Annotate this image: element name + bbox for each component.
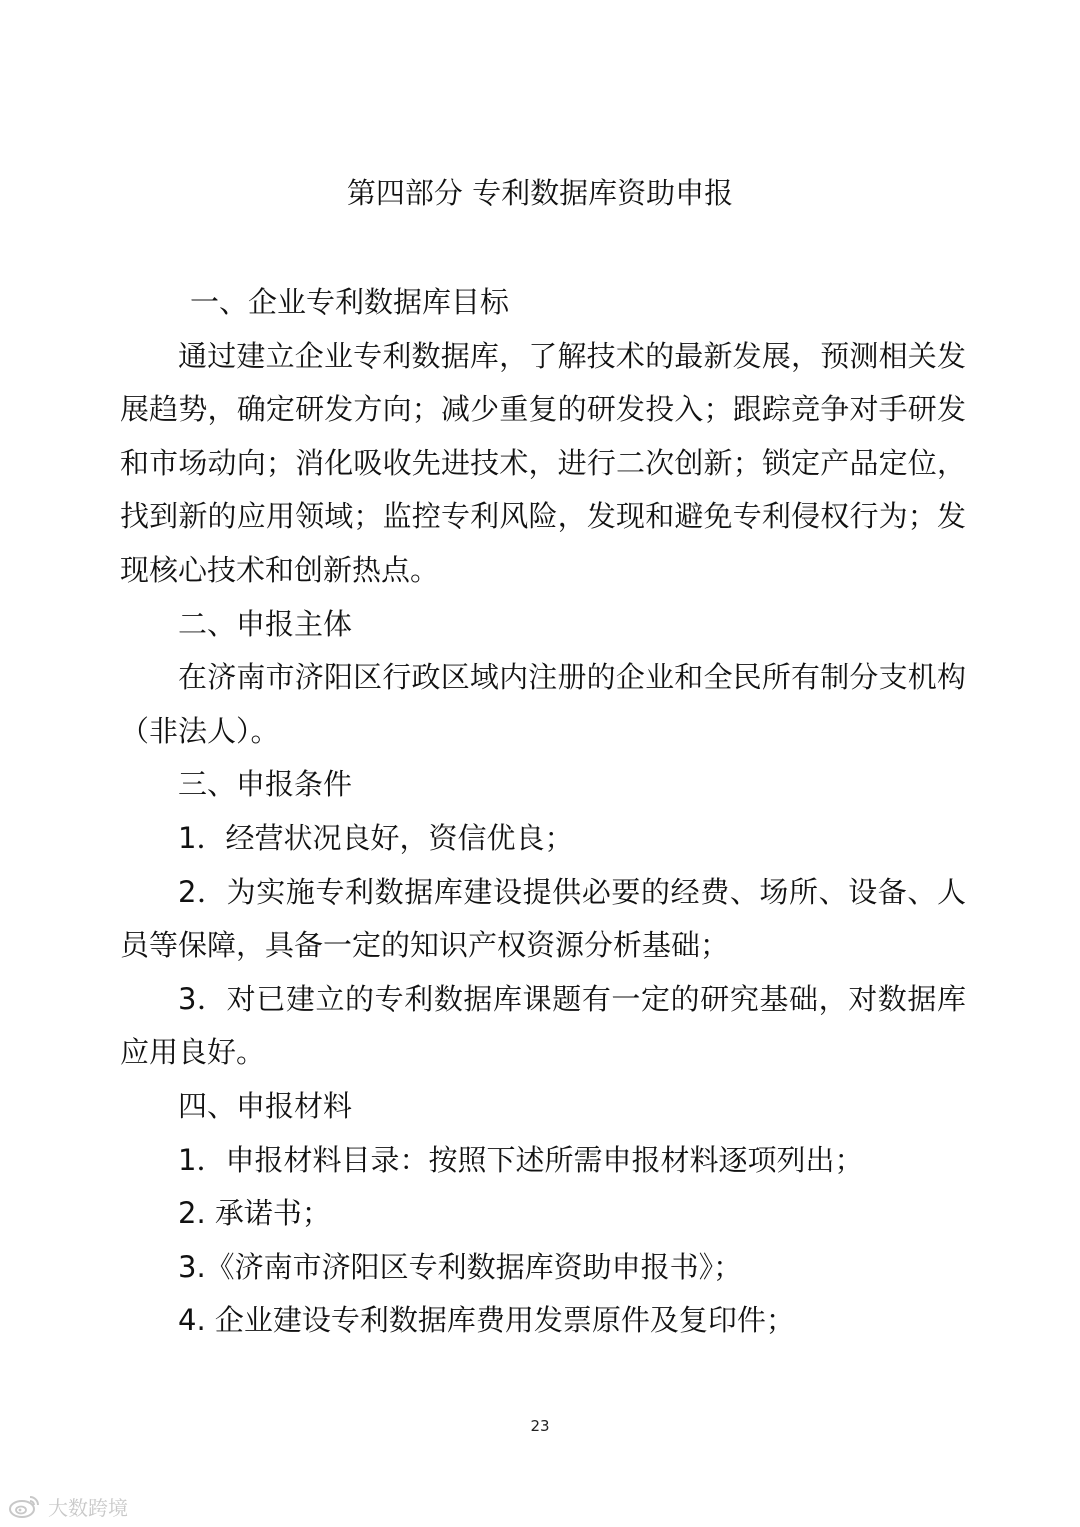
- watermark-text: 大数跨境: [48, 1495, 128, 1520]
- material-item-1: 1．申报材料目录：按照下述所需申报材料逐项列出；: [178, 1142, 864, 1177]
- paragraph-applicant: 在济南市济阳区行政区域内注册的企业和全民所有制分支机构（非法人）。: [120, 660, 966, 748]
- weibo-logo-icon: [8, 1493, 42, 1519]
- section-heading-2: 二、申报主体: [178, 606, 353, 641]
- material-item-4: 4. 企业建设专利数据库费用发票原件及复印件；: [178, 1303, 795, 1338]
- page-number: 23: [530, 1417, 550, 1435]
- material-item-3: 3.《济南市济阳区专利数据库资助申报书》；: [178, 1249, 743, 1284]
- section-heading-4: 四、申报材料: [178, 1088, 353, 1123]
- section-heading-1: 一、企业专利数据库目标: [190, 285, 510, 319]
- condition-item-3: 3．对已建立的专利数据库课题有一定的研究基础，对数据库应用良好。: [120, 981, 966, 1070]
- material-item-2: 2. 承诺书；: [178, 1196, 331, 1231]
- page-title: 第四部分 专利数据库资助申报: [346, 176, 734, 210]
- paragraph-objectives: 通过建立企业专利数据库，了解技术的最新发展，预测相关发展趋势，确定研发方向；减少重复的研发投入；跟踪竞争对手研发和市场动向；消化吸收先进技术，进行二次创新；锁定产品定位，找到新的应用领域；监控专利风险，发现和避免专利侵权行为；发现核心技术和创新热点。: [120, 338, 966, 587]
- condition-item-1: 1．经营状况良好，资信优良；: [178, 820, 574, 855]
- condition-item-2: 2．为实施专利数据库建设提供必要的经费、场所、设备、人员等保障，具备一定的知识产权资源分析基础；: [120, 874, 966, 963]
- section-heading-3: 三、申报条件: [178, 767, 353, 802]
- watermark: [8, 1492, 128, 1520]
- document-body: [120, 276, 966, 1348]
